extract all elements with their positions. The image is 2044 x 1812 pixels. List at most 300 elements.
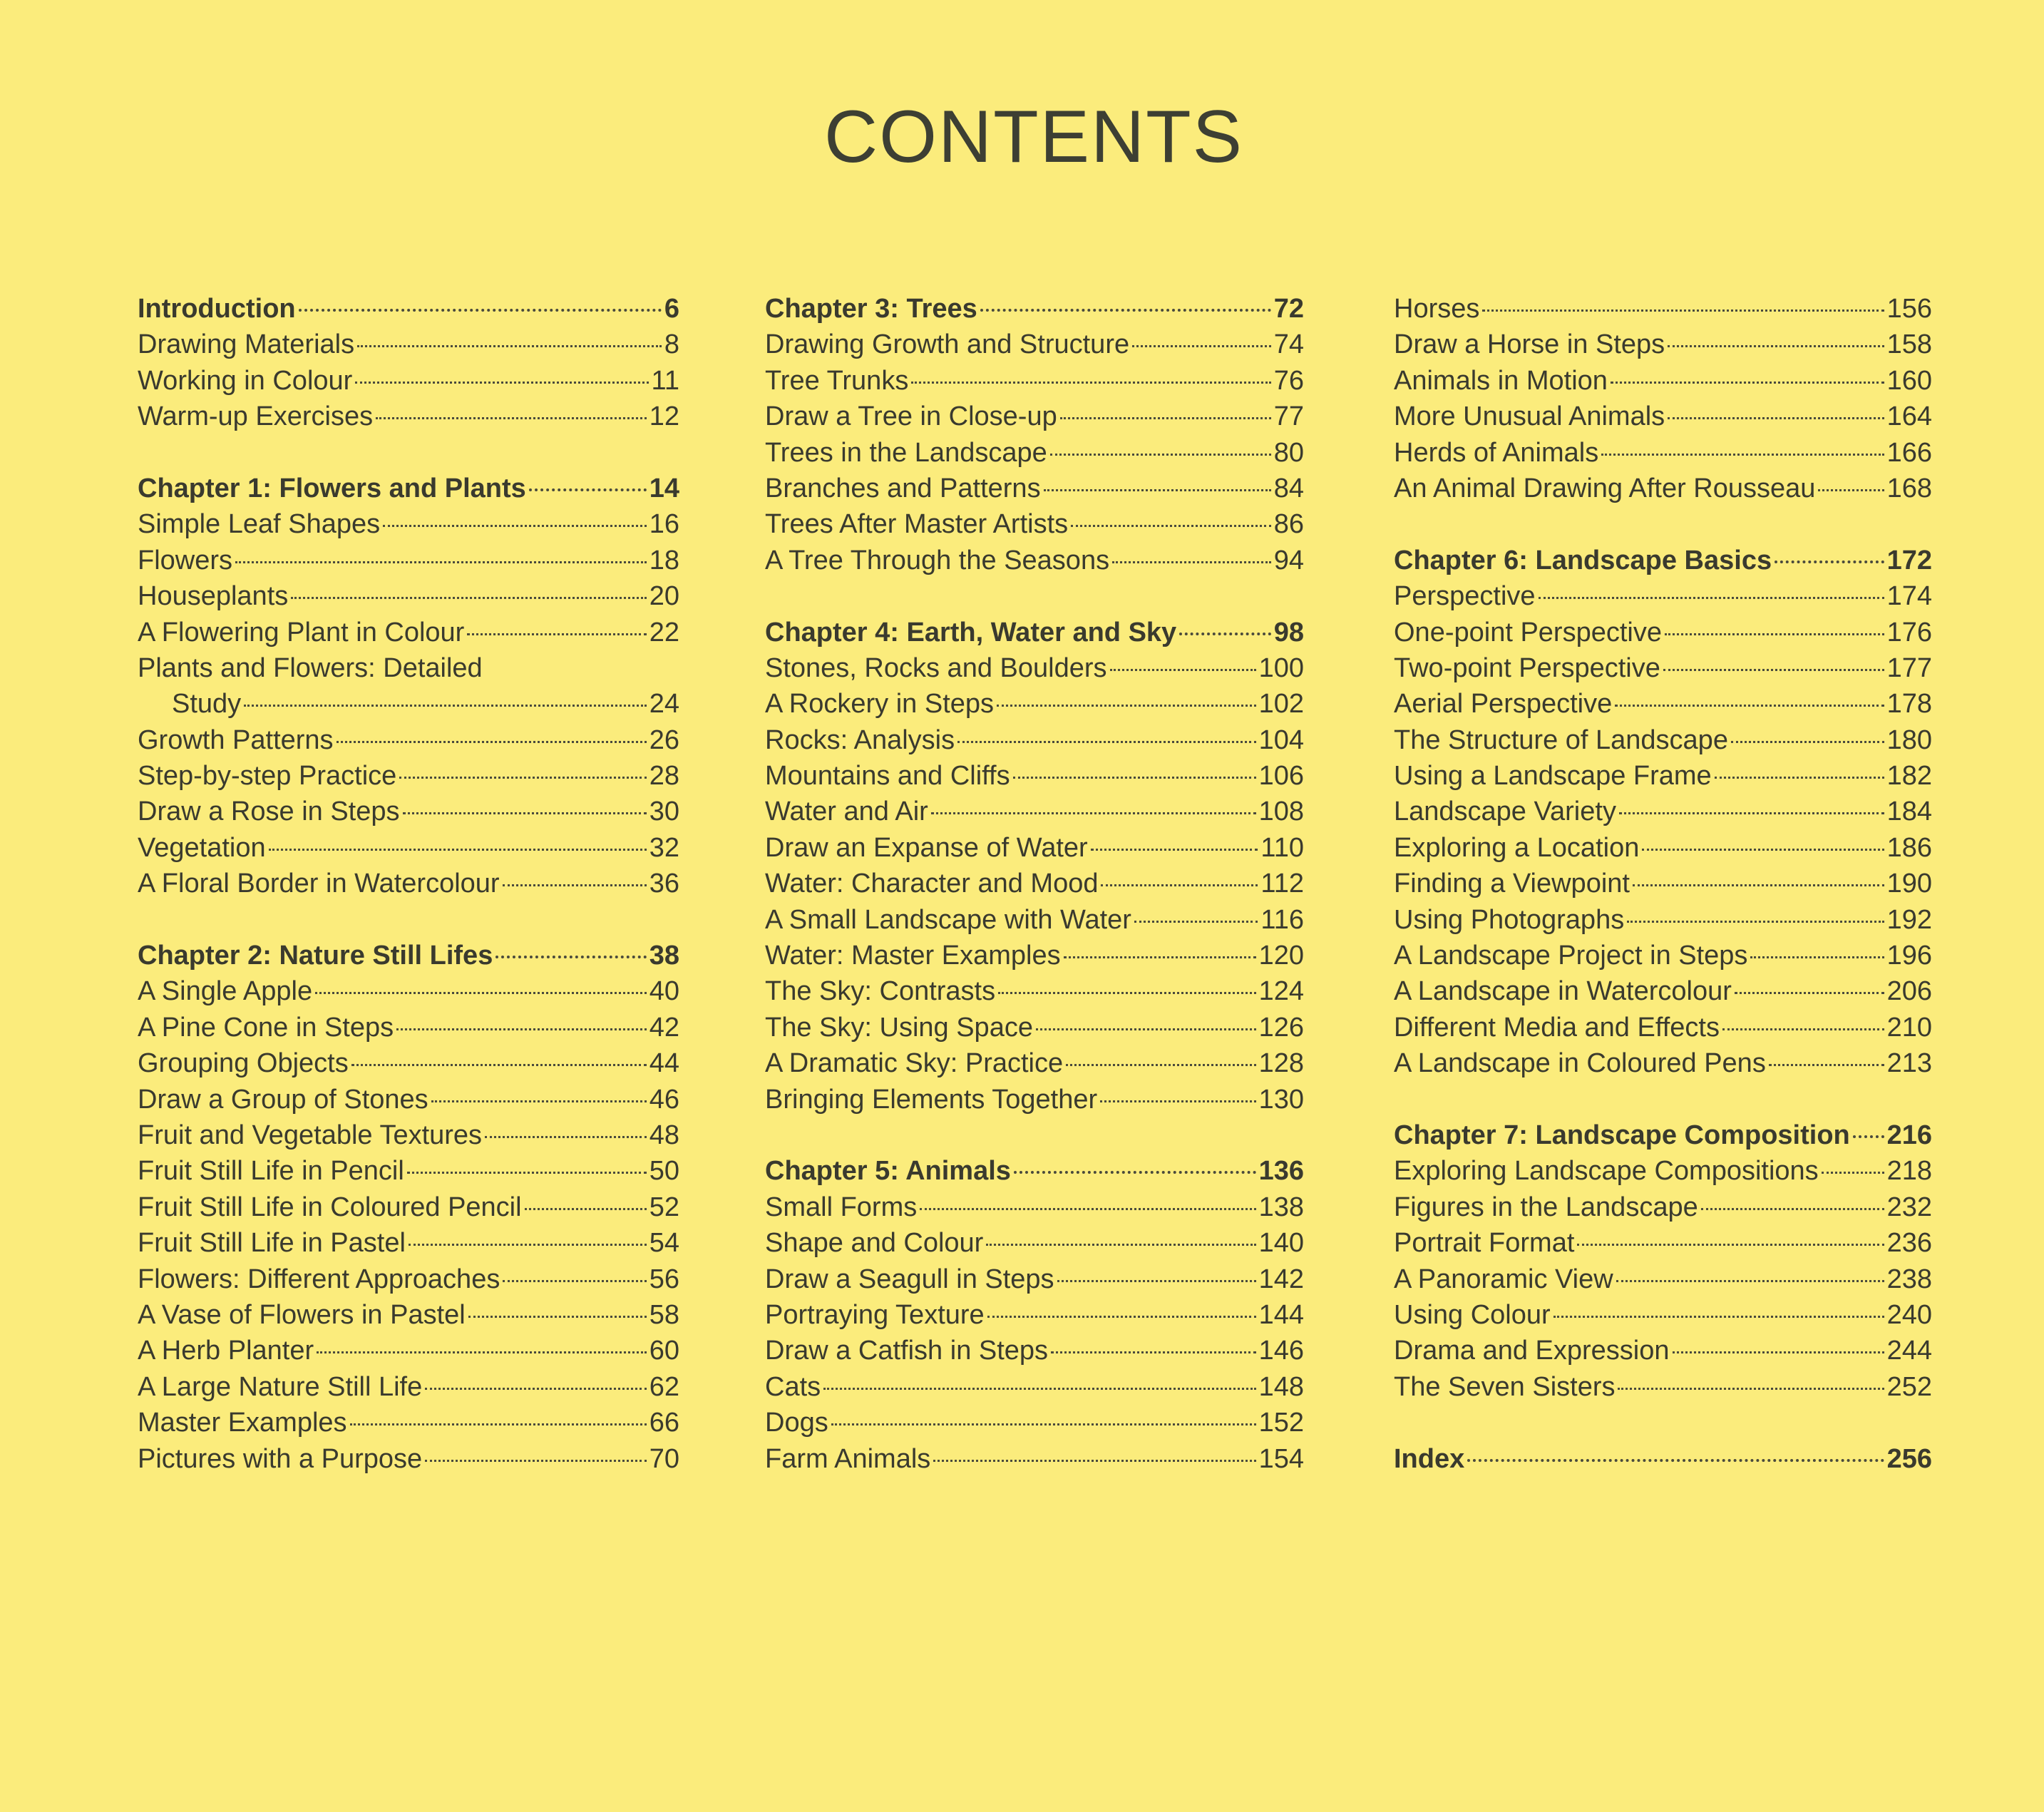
dot-leader bbox=[467, 633, 646, 635]
toc-entry[interactable] bbox=[765, 1297, 1304, 1333]
toc-entry-title: A Dramatic Sky: Practice bbox=[765, 1048, 1064, 1079]
toc-page-number: 213 bbox=[1886, 1048, 1932, 1079]
toc-entry-title: Chapter 2: Nature Still Lifes bbox=[138, 941, 493, 971]
toc-entry-title: Water and Air bbox=[765, 797, 928, 827]
toc-page-number: 94 bbox=[1273, 545, 1304, 575]
toc-entry-title: Stones, Rocks and Boulders bbox=[765, 652, 1107, 683]
toc-page-number: 190 bbox=[1886, 869, 1932, 899]
toc-page-number: 166 bbox=[1886, 437, 1932, 468]
dot-leader bbox=[1050, 454, 1271, 456]
dot-leader bbox=[1668, 417, 1884, 419]
dot-leader bbox=[957, 741, 1256, 743]
toc-entry-title: Dogs bbox=[765, 1408, 828, 1438]
dot-leader bbox=[1731, 741, 1884, 743]
toc-entry[interactable] bbox=[765, 543, 1304, 578]
toc-entry[interactable] bbox=[138, 327, 679, 362]
toc-page-number: 6 bbox=[664, 294, 679, 324]
toc-page-number: 256 bbox=[1886, 1443, 1932, 1474]
toc-entry-title: The Sky: Contrasts bbox=[765, 976, 996, 1007]
toc-page-number: 206 bbox=[1886, 976, 1932, 1007]
toc-page-number: 76 bbox=[1273, 365, 1304, 396]
toc-entry-title: A Rockery in Steps bbox=[765, 689, 995, 720]
toc-entry-title: Fruit Still Life in Pastel bbox=[138, 1228, 406, 1259]
toc-entry[interactable] bbox=[138, 722, 679, 758]
dot-leader bbox=[495, 956, 646, 958]
toc-column-2 bbox=[765, 291, 1304, 1477]
toc-entry[interactable] bbox=[138, 615, 679, 650]
section-gap bbox=[138, 902, 679, 938]
toc-entry-title: Plants and Flowers: Detailed bbox=[138, 652, 483, 683]
dot-leader bbox=[355, 382, 648, 384]
dot-leader bbox=[1611, 382, 1884, 384]
toc-entry-title: Drama and Expression bbox=[1394, 1336, 1670, 1366]
dot-leader bbox=[1633, 884, 1884, 886]
toc-entry-title: Draw a Seagull in Steps bbox=[765, 1264, 1054, 1294]
toc-page-number: 22 bbox=[649, 617, 679, 647]
toc-entry[interactable] bbox=[765, 650, 1304, 686]
dot-leader bbox=[1618, 1388, 1884, 1390]
toc-entry[interactable] bbox=[138, 399, 679, 434]
toc-page-number: 144 bbox=[1258, 1299, 1304, 1330]
dot-leader bbox=[1101, 884, 1258, 886]
dot-leader bbox=[350, 1423, 647, 1425]
toc-page-number: 120 bbox=[1258, 941, 1304, 971]
toc-entry[interactable] bbox=[1394, 399, 1932, 434]
toc-page-number: 126 bbox=[1258, 1012, 1304, 1043]
toc-entry-title: Master Examples bbox=[138, 1408, 347, 1438]
toc-entry[interactable] bbox=[765, 1189, 1304, 1225]
dot-leader bbox=[1627, 921, 1884, 923]
toc-entry-title: Using Colour bbox=[1394, 1299, 1551, 1330]
toc-entry-title: Figures in the Landscape bbox=[1394, 1192, 1698, 1222]
toc-entry[interactable] bbox=[765, 1082, 1304, 1117]
toc-entry-title: Chapter 5: Animals bbox=[765, 1156, 1011, 1187]
toc-entry[interactable] bbox=[1394, 1045, 1932, 1081]
toc-page-number: 100 bbox=[1258, 652, 1304, 683]
dot-leader bbox=[920, 1208, 1255, 1210]
toc-entry-title: Herds of Animals bbox=[1394, 437, 1599, 468]
toc-page-number: 77 bbox=[1273, 401, 1304, 432]
toc-page-number: 28 bbox=[649, 761, 679, 792]
toc-entry[interactable] bbox=[138, 686, 679, 722]
toc-entry-title: Index bbox=[1394, 1443, 1465, 1474]
dot-leader bbox=[425, 1460, 647, 1462]
toc-entry[interactable] bbox=[765, 1405, 1304, 1440]
toc-entry[interactable] bbox=[765, 973, 1304, 1009]
toc-heading[interactable] bbox=[1394, 1117, 1932, 1153]
toc-entry-title: Chapter 1: Flowers and Plants bbox=[138, 473, 526, 503]
dot-leader bbox=[1112, 561, 1271, 563]
toc-entry-title: A Panoramic View bbox=[1394, 1264, 1613, 1294]
toc-entry[interactable] bbox=[765, 1045, 1304, 1081]
toc-page-number: 154 bbox=[1258, 1443, 1304, 1474]
toc-page-number: 36 bbox=[649, 869, 679, 899]
toc-page-number: 124 bbox=[1258, 976, 1304, 1007]
section-gap bbox=[1394, 506, 1932, 542]
toc-entry[interactable] bbox=[138, 363, 679, 399]
dot-leader bbox=[337, 741, 647, 743]
toc-entry[interactable] bbox=[1394, 363, 1932, 399]
toc-entry-title: Draw an Expanse of Water bbox=[765, 832, 1088, 863]
toc-page-number: 192 bbox=[1886, 904, 1932, 935]
toc-entry-title: Fruit and Vegetable Textures bbox=[138, 1120, 483, 1150]
toc-page-number: 106 bbox=[1258, 761, 1304, 792]
toc-page-number: 42 bbox=[649, 1012, 679, 1043]
toc-entry[interactable] bbox=[138, 1082, 679, 1117]
toc-entry[interactable] bbox=[1394, 1369, 1932, 1405]
toc-entry-title: More Unusual Animals bbox=[1394, 401, 1665, 432]
dot-leader bbox=[933, 1460, 1255, 1462]
toc-entry-title: Grouping Objects bbox=[138, 1048, 349, 1079]
dot-leader bbox=[1060, 417, 1271, 419]
dot-leader bbox=[503, 884, 647, 886]
toc-page-number: 216 bbox=[1886, 1120, 1932, 1150]
toc-entry[interactable] bbox=[138, 1189, 679, 1225]
toc-page-number: 30 bbox=[649, 797, 679, 827]
toc-entry-title: Houseplants bbox=[138, 581, 289, 612]
toc-page-number: 172 bbox=[1886, 545, 1932, 575]
toc-entry[interactable] bbox=[765, 399, 1304, 434]
dot-leader bbox=[235, 561, 647, 563]
toc-entry[interactable] bbox=[138, 506, 679, 542]
toc-entry-title: A Herb Planter bbox=[138, 1336, 314, 1366]
toc-page-number: 110 bbox=[1260, 832, 1304, 863]
toc-entry-title: Two-point Perspective bbox=[1394, 652, 1660, 683]
toc-page-number: 168 bbox=[1886, 473, 1932, 503]
toc-page-number: 116 bbox=[1260, 904, 1304, 935]
toc-entry[interactable] bbox=[138, 1297, 679, 1333]
section-gap bbox=[138, 435, 679, 471]
toc-page-number: 84 bbox=[1273, 473, 1304, 503]
toc-page-number: 138 bbox=[1258, 1192, 1304, 1222]
toc-entry-title: Draw a Tree in Close-up bbox=[765, 401, 1057, 432]
toc-entry[interactable] bbox=[1394, 686, 1932, 722]
toc-entry[interactable] bbox=[1394, 866, 1932, 901]
toc-entry[interactable] bbox=[1394, 471, 1932, 506]
dot-leader bbox=[503, 1280, 646, 1282]
dot-leader bbox=[399, 777, 646, 779]
toc-entry[interactable] bbox=[765, 1333, 1304, 1368]
dot-leader bbox=[468, 1316, 647, 1318]
toc-entry[interactable] bbox=[765, 1441, 1304, 1477]
toc-page-number: 62 bbox=[649, 1371, 679, 1402]
toc-entry-title: Trees in the Landscape bbox=[765, 437, 1047, 468]
toc-entry-title: A Landscape in Coloured Pens bbox=[1394, 1048, 1766, 1079]
dot-leader bbox=[396, 1028, 647, 1030]
dot-leader bbox=[1663, 669, 1884, 671]
toc-entry-title: Flowers bbox=[138, 545, 233, 575]
toc-column-3 bbox=[1394, 291, 1932, 1477]
toc-page-number: 112 bbox=[1260, 869, 1304, 899]
dot-leader bbox=[425, 1388, 646, 1390]
toc-page-number: 50 bbox=[649, 1156, 679, 1187]
toc-entry[interactable] bbox=[1394, 722, 1932, 758]
toc-page-number: 184 bbox=[1886, 797, 1932, 827]
section-gap bbox=[1394, 1082, 1932, 1117]
toc-heading[interactable] bbox=[765, 615, 1304, 650]
dot-leader bbox=[299, 309, 662, 312]
toc-entry[interactable] bbox=[765, 830, 1304, 866]
toc-page-number: 38 bbox=[649, 941, 679, 971]
toc-entry[interactable] bbox=[765, 471, 1304, 506]
toc-entry[interactable] bbox=[1394, 1261, 1932, 1297]
toc-page-number: 102 bbox=[1258, 689, 1304, 720]
toc-page-number: 20 bbox=[649, 581, 679, 612]
toc-entry[interactable] bbox=[765, 722, 1304, 758]
toc-page-number: 56 bbox=[649, 1264, 679, 1294]
toc-entry-title: Perspective bbox=[1394, 581, 1536, 612]
toc-page-number: 58 bbox=[649, 1299, 679, 1330]
toc-heading[interactable] bbox=[138, 938, 679, 973]
toc-entry[interactable] bbox=[138, 1225, 679, 1261]
toc-entry[interactable] bbox=[1394, 758, 1932, 794]
toc-entry[interactable] bbox=[1394, 1189, 1932, 1225]
toc-entry-title: Fruit Still Life in Coloured Pencil bbox=[138, 1192, 522, 1222]
toc-entry-title: A Vase of Flowers in Pastel bbox=[138, 1299, 466, 1330]
toc-entry[interactable] bbox=[1394, 291, 1932, 327]
dot-leader bbox=[1769, 1064, 1884, 1066]
toc-page-number: 52 bbox=[649, 1192, 679, 1222]
dot-leader bbox=[986, 1244, 1255, 1246]
dot-leader bbox=[1482, 309, 1884, 312]
toc-entry-title: Finding a Viewpoint bbox=[1394, 869, 1630, 899]
toc-entry-title: Trees After Master Artists bbox=[765, 509, 1069, 540]
dot-leader bbox=[1818, 489, 1884, 491]
dot-leader bbox=[1822, 1172, 1884, 1174]
toc-entry-title: Chapter 4: Earth, Water and Sky bbox=[765, 617, 1177, 647]
toc-entry-title: A Floral Border in Watercolour bbox=[138, 869, 500, 899]
toc-entry[interactable] bbox=[765, 506, 1304, 542]
toc-entry[interactable] bbox=[765, 902, 1304, 938]
toc-entry[interactable] bbox=[1394, 973, 1932, 1009]
section-gap bbox=[765, 1117, 1304, 1153]
toc-page-number: 104 bbox=[1258, 725, 1304, 755]
toc-entry-title: An Animal Drawing After Rousseau bbox=[1394, 473, 1816, 503]
toc-entry[interactable] bbox=[765, 794, 1304, 829]
toc-page-number: 178 bbox=[1886, 689, 1932, 720]
toc-page-number: 32 bbox=[649, 832, 679, 863]
toc-page-number: 180 bbox=[1886, 725, 1932, 755]
dot-leader bbox=[1013, 777, 1256, 779]
dot-leader bbox=[1036, 1028, 1256, 1030]
toc-entry[interactable] bbox=[765, 435, 1304, 471]
toc-page-number: 80 bbox=[1273, 437, 1304, 468]
toc-entry[interactable] bbox=[765, 1369, 1304, 1405]
toc-entry-title: The Structure of Landscape bbox=[1394, 725, 1728, 755]
toc-entry-title: Draw a Group of Stones bbox=[138, 1084, 428, 1115]
dot-leader bbox=[1066, 1064, 1255, 1066]
dot-leader bbox=[1071, 525, 1271, 527]
toc-page-number: 244 bbox=[1886, 1336, 1932, 1366]
toc-page-number: 156 bbox=[1886, 294, 1932, 324]
toc-page-number: 196 bbox=[1886, 941, 1932, 971]
dot-leader bbox=[1668, 345, 1884, 347]
toc-page-number: 18 bbox=[649, 545, 679, 575]
dot-leader bbox=[317, 1351, 647, 1353]
toc-entry-title: Working in Colour bbox=[138, 365, 353, 396]
toc-entry-title: Water: Master Examples bbox=[765, 941, 1061, 971]
toc-entry-title: Horses bbox=[1394, 294, 1480, 324]
toc-entry-title: Draw a Catfish in Steps bbox=[765, 1336, 1049, 1366]
toc-entry-title: Cats bbox=[765, 1371, 821, 1402]
dot-leader bbox=[1539, 597, 1884, 599]
dot-leader bbox=[998, 992, 1255, 994]
toc-heading[interactable] bbox=[765, 1153, 1304, 1189]
toc-entry[interactable] bbox=[138, 1441, 679, 1477]
dot-leader bbox=[1100, 1100, 1255, 1102]
dot-leader bbox=[1642, 849, 1884, 851]
toc-entry[interactable] bbox=[1394, 830, 1932, 866]
toc-entry[interactable] bbox=[138, 1405, 679, 1440]
toc-entry[interactable] bbox=[1394, 794, 1932, 829]
dot-leader bbox=[997, 705, 1256, 707]
toc-entry[interactable] bbox=[138, 1261, 679, 1297]
toc-entry[interactable] bbox=[765, 1225, 1304, 1261]
toc-entry[interactable] bbox=[1394, 578, 1932, 614]
dot-leader bbox=[403, 812, 647, 814]
dot-leader bbox=[987, 1316, 1256, 1318]
dot-leader bbox=[244, 705, 647, 707]
toc-entry[interactable] bbox=[1394, 615, 1932, 650]
dot-leader bbox=[1064, 956, 1256, 958]
toc-page-number: 26 bbox=[649, 725, 679, 755]
toc-entry[interactable] bbox=[1394, 902, 1932, 938]
toc-entry[interactable] bbox=[1394, 1153, 1932, 1189]
toc-entry[interactable] bbox=[1394, 650, 1932, 686]
toc-page-number: 210 bbox=[1886, 1012, 1932, 1043]
dot-leader bbox=[831, 1423, 1256, 1425]
toc-entry[interactable] bbox=[1394, 1010, 1932, 1045]
toc-entry-title: Simple Leaf Shapes bbox=[138, 509, 381, 540]
toc-entry-title: Study bbox=[172, 689, 242, 720]
dot-leader bbox=[1665, 633, 1884, 635]
toc-page-number: 14 bbox=[649, 473, 679, 503]
dot-leader bbox=[1091, 849, 1258, 851]
toc-page-number: 128 bbox=[1258, 1048, 1304, 1079]
toc-entry-title: A Single Apple bbox=[138, 976, 313, 1007]
toc-entry[interactable] bbox=[138, 578, 679, 614]
toc-entry[interactable] bbox=[1394, 938, 1932, 973]
toc-entry[interactable] bbox=[765, 758, 1304, 794]
toc-entry[interactable] bbox=[138, 1369, 679, 1405]
toc-entry[interactable] bbox=[765, 363, 1304, 399]
toc-page-number: 86 bbox=[1273, 509, 1304, 540]
toc-page-number: 98 bbox=[1273, 617, 1304, 647]
toc-entry[interactable] bbox=[765, 1010, 1304, 1045]
toc-entry[interactable] bbox=[1394, 1225, 1932, 1261]
dot-leader bbox=[485, 1136, 647, 1138]
toc-entry-title: One-point Perspective bbox=[1394, 617, 1662, 647]
toc-page-number: 240 bbox=[1886, 1299, 1932, 1330]
dot-leader bbox=[351, 1064, 647, 1066]
dot-leader bbox=[1132, 345, 1271, 347]
toc-page-number: 60 bbox=[649, 1336, 679, 1366]
dot-leader bbox=[1044, 489, 1271, 491]
toc-entry[interactable] bbox=[138, 1045, 679, 1081]
toc-entry[interactable] bbox=[1394, 435, 1932, 471]
dot-leader bbox=[1467, 1459, 1884, 1462]
toc-entry-title: Drawing Growth and Structure bbox=[765, 329, 1130, 360]
toc-entry[interactable] bbox=[138, 866, 679, 901]
toc-page-number: 186 bbox=[1886, 832, 1932, 863]
toc-entry-title: Tree Trunks bbox=[765, 365, 909, 396]
toc-heading[interactable] bbox=[138, 471, 679, 506]
toc-page-number: 130 bbox=[1258, 1084, 1304, 1115]
toc-entry[interactable] bbox=[1394, 1297, 1932, 1333]
dot-leader bbox=[529, 488, 647, 491]
toc-entry[interactable] bbox=[138, 1117, 679, 1153]
toc-entry[interactable] bbox=[765, 938, 1304, 973]
toc-page-number: 238 bbox=[1886, 1264, 1932, 1294]
toc-entry-title: Growth Patterns bbox=[138, 725, 334, 755]
toc-heading[interactable] bbox=[1394, 1441, 1932, 1477]
toc-page-number: 160 bbox=[1886, 365, 1932, 396]
toc-page-number: 74 bbox=[1273, 329, 1304, 360]
toc-page-number: 164 bbox=[1886, 401, 1932, 432]
toc-entry-title: A Pine Cone in Steps bbox=[138, 1012, 394, 1043]
toc-entry[interactable] bbox=[138, 830, 679, 866]
dot-leader bbox=[269, 849, 647, 851]
toc-entry-wrapped[interactable] bbox=[138, 650, 679, 722]
dot-leader bbox=[1014, 1171, 1256, 1174]
dot-leader bbox=[1051, 1351, 1256, 1353]
toc-page-number: 142 bbox=[1258, 1264, 1304, 1294]
toc-entry[interactable] bbox=[765, 866, 1304, 901]
toc-page-number: 12 bbox=[649, 401, 679, 432]
toc-page-number: 236 bbox=[1886, 1228, 1932, 1259]
section-gap bbox=[1394, 1405, 1932, 1440]
toc-entry[interactable] bbox=[1394, 1333, 1932, 1368]
toc-entry[interactable] bbox=[138, 1153, 679, 1189]
toc-page-number: 66 bbox=[649, 1408, 679, 1438]
toc-entry-title: The Seven Sisters bbox=[1394, 1371, 1616, 1402]
toc-page-number: 174 bbox=[1886, 581, 1932, 612]
toc-entry-title: Chapter 3: Trees bbox=[765, 294, 977, 324]
toc-page-number: 24 bbox=[649, 689, 679, 720]
toc-entry[interactable] bbox=[138, 758, 679, 794]
toc-entry-title: Rocks: Analysis bbox=[765, 725, 955, 755]
toc-page-number: 252 bbox=[1886, 1371, 1932, 1402]
toc-entry-title: Introduction bbox=[138, 294, 296, 324]
toc-entry-title: Farm Animals bbox=[765, 1443, 931, 1474]
toc-page-number: 152 bbox=[1258, 1408, 1304, 1438]
dot-leader bbox=[315, 992, 647, 994]
toc-entry[interactable] bbox=[138, 1333, 679, 1368]
toc-entry-title: Exploring a Location bbox=[1394, 832, 1640, 863]
toc-entry[interactable] bbox=[1394, 327, 1932, 362]
toc-page-number: 40 bbox=[649, 976, 679, 1007]
toc-heading[interactable] bbox=[138, 291, 679, 327]
toc-entry[interactable] bbox=[138, 794, 679, 829]
dot-leader bbox=[1673, 1351, 1884, 1353]
toc-entry-title: Pictures with a Purpose bbox=[138, 1443, 423, 1474]
toc-entry[interactable] bbox=[138, 973, 679, 1009]
toc-entry[interactable] bbox=[765, 327, 1304, 362]
toc-entry-title: Mountains and Cliffs bbox=[765, 761, 1010, 792]
dot-leader bbox=[376, 417, 647, 419]
toc-entry-title: Drawing Materials bbox=[138, 329, 355, 360]
dot-leader bbox=[1701, 1208, 1884, 1210]
toc-heading[interactable] bbox=[1394, 543, 1932, 578]
toc-entry[interactable] bbox=[138, 543, 679, 578]
toc-page-number: 108 bbox=[1258, 797, 1304, 827]
toc-entry[interactable] bbox=[138, 1010, 679, 1045]
toc-page-number: 11 bbox=[651, 365, 679, 396]
toc-entry[interactable] bbox=[765, 686, 1304, 722]
toc-heading[interactable] bbox=[765, 291, 1304, 327]
toc-entry[interactable] bbox=[765, 1261, 1304, 1297]
toc-entry-title: Using a Landscape Frame bbox=[1394, 761, 1712, 792]
